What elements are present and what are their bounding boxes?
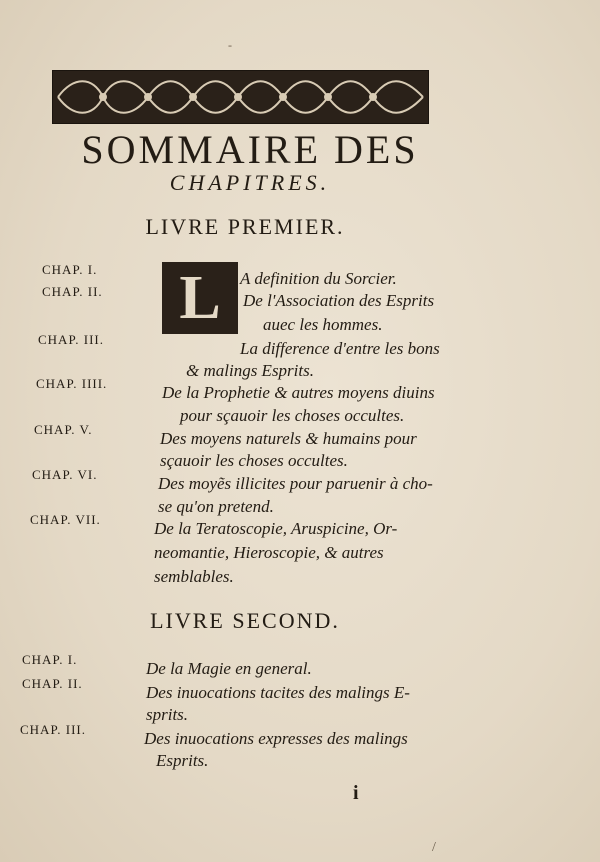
book1-chap-line: De l'Association des Esprits bbox=[243, 291, 435, 310]
book2-chap-label: CHAP. III. bbox=[20, 722, 86, 737]
book2-chap-label: CHAP. I. bbox=[22, 652, 78, 667]
book2-heading: LIVRE SECOND. bbox=[150, 608, 340, 633]
book2-chap-line: Des inuocations expresses des malings bbox=[144, 729, 408, 748]
book1-chap-line: La difference d'entre les bons bbox=[240, 339, 440, 358]
book1-chap-line: Des moyens naturels & humains pour bbox=[160, 429, 417, 448]
book1-chap-label: CHAP. VI. bbox=[32, 467, 98, 482]
ornamental-headpiece bbox=[52, 70, 429, 124]
book1-chap-line: semblables. bbox=[154, 567, 234, 586]
book1-heading: LIVRE PREMIER. bbox=[145, 214, 345, 239]
page-title: SOMMAIRE DES bbox=[81, 127, 419, 172]
book1-chap-line: pour sçauoir les choses occultes. bbox=[180, 406, 405, 425]
book1-chap-label: CHAP. III. bbox=[38, 332, 104, 347]
book1-chap-label: CHAP. I. bbox=[42, 262, 98, 277]
page-subtitle: CHAPITRES. bbox=[169, 170, 331, 195]
book2-chap-line: sprits. bbox=[146, 705, 189, 724]
bottom-mark: / bbox=[432, 840, 436, 855]
book1-chap-line: sçauoir les choses occultes. bbox=[160, 451, 348, 470]
book2-chap-line: Esprits. bbox=[156, 751, 209, 770]
book1-chap-line: Des moyẽs illicites pour paruenir à cho- bbox=[158, 474, 433, 493]
dropcap-initial: L bbox=[162, 262, 238, 334]
top-mark: - bbox=[228, 38, 232, 52]
book2-chap-line: Des inuocations tacites des malings E- bbox=[146, 683, 410, 702]
book1-chap-line: De la Teratoscopie, Aruspicine, Or- bbox=[154, 519, 398, 538]
book1-chap-label: CHAP. II. bbox=[42, 284, 103, 299]
book2-chap-label: CHAP. II. bbox=[22, 676, 83, 691]
book2-chap-line: De la Magie en general. bbox=[146, 659, 312, 678]
book1-chap-line: neomantie, Hieroscopie, & autres bbox=[154, 543, 384, 562]
page-folio: i bbox=[353, 782, 359, 804]
book1-chap-line: se qu'on pretend. bbox=[158, 497, 274, 516]
book1-chap-line: A definition du Sorcier. bbox=[240, 269, 397, 288]
book1-chap-label: CHAP. IIII. bbox=[36, 376, 108, 391]
book1-chap-line: auec les hommes. bbox=[263, 315, 383, 334]
book1-chap-label: CHAP. VII. bbox=[30, 512, 101, 527]
book1-chap-label: CHAP. V. bbox=[34, 422, 93, 437]
book1-chap-line: De la Prophetie & autres moyens diuins bbox=[162, 383, 435, 402]
book1-chap-line: & malings Esprits. bbox=[186, 361, 314, 380]
